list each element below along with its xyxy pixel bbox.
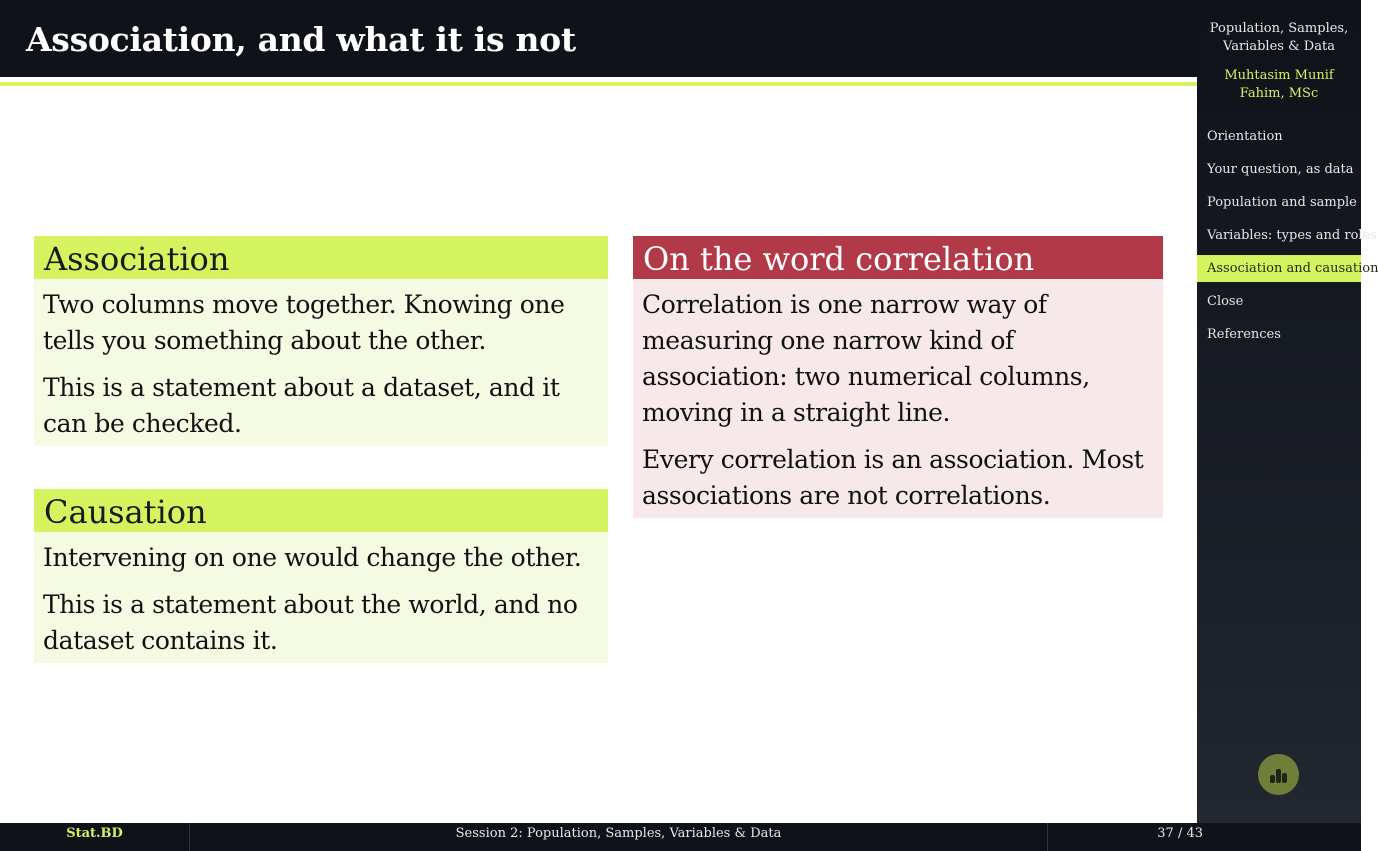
association-paragraph-2: This is a statement about a dataset, and it can be checked. [43,373,560,438]
causation-block-title: Causation [34,489,608,532]
causation-paragraph-2: This is a statement about the world, and no dataset contains it. [43,590,578,655]
causation-block-body [34,532,608,663]
correlation-block-title: On the word correlation [633,236,1163,279]
causation-block [34,489,608,663]
association-block-title: Association [34,236,608,279]
footer-session-title: Session 2: Population, Samples, Variables & Data [190,823,1048,851]
sidebar-presentation-title: Population, Samples, Variables & Data [1209,21,1349,54]
correlation-paragraph-2: Every correlation is an association. Most associations are not correlations. [642,445,1144,510]
slide-footer [0,823,1361,851]
footer-brand: Stat.BD [0,823,190,851]
association-paragraph-1: Two columns move together. Knowing one tells you something about the other. [43,290,565,355]
association-block [34,236,608,446]
correlation-block-body [633,279,1163,518]
footer-page-number: 37 / 43 [1157,826,1203,841]
sidebar [1197,0,1378,851]
association-block-body [34,279,608,446]
sidebar-item-orientation[interactable]: Orientation [1207,129,1283,144]
correlation-alert-block [633,236,1163,518]
header-accent-rule [0,82,1197,86]
slide-header [0,0,1197,77]
sidebar-item-references[interactable]: References [1207,327,1281,342]
slide-title: Association, and what it is not [26,20,576,59]
sidebar-item-association-and-causation[interactable]: Association and causation [1197,255,1361,282]
sidebar-nav [1197,120,1378,351]
sidebar-item-your-question-as-data[interactable]: Your question, as data [1207,162,1354,177]
sidebar-author: Muhtasim Munif Fahim, MSc [1224,68,1334,101]
correlation-paragraph-1: Correlation is one narrow way of measuring one narrow kind of association: two numerical columns, moving in a straight line. [642,290,1090,427]
sidebar-item-close[interactable]: Close [1207,294,1244,309]
sidebar-item-variables-types-and-roles[interactable]: Variables: types and roles [1207,228,1377,243]
causation-paragraph-1: Intervening on one would change the other. [43,543,582,572]
sidebar-item-population-and-sample[interactable]: Population and sample [1207,195,1357,210]
bar-chart-logo-icon [1258,754,1299,795]
